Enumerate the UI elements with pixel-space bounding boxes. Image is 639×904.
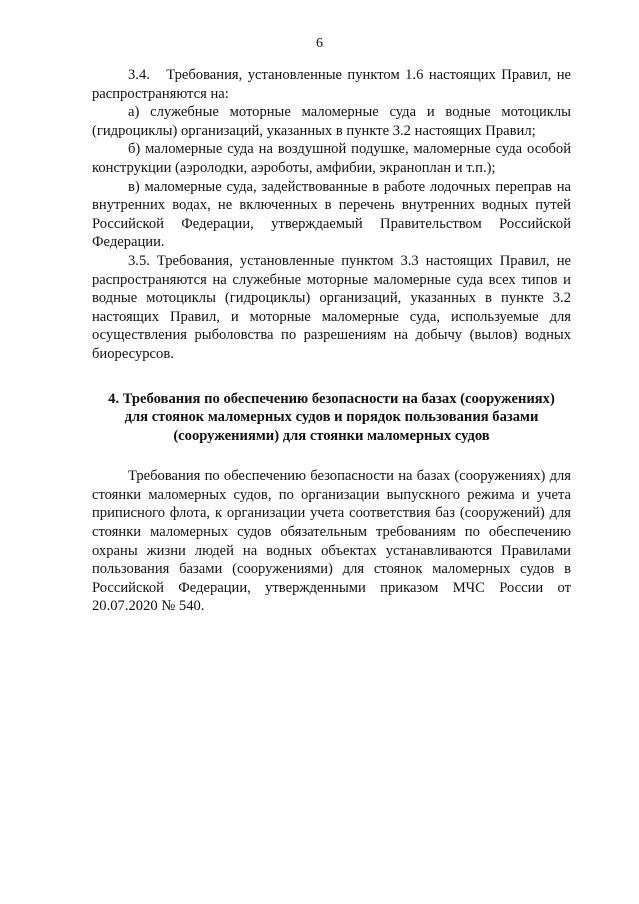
section-4-heading-line-3: (сооружениями) для стоянки маломерных судов (173, 427, 490, 444)
list-item-a: а) служебные моторные маломерные суда и водные мотоциклы (гидроциклы) организаций, указанных в пункте 3.2 настоящих Правил; (92, 104, 571, 139)
list-item-c: в) маломерные суда, задействованные в работе лодочных переправ на внутренних водах, не включенных в перечень внутренних водных путей Российской Федерации, утверждаемый Правительством Российской Федерации. (92, 178, 571, 251)
section-4-heading-line-2: для стоянок маломерных судов и порядок пользования базами (124, 409, 539, 426)
section-4-heading (92, 390, 571, 446)
page-number: 6 (316, 36, 323, 51)
paragraph-3-4: 3.4. Требования, установленные пунктом 1.6 настоящих Правил, не распространяются на: (92, 67, 571, 102)
paragraph-3-5: 3.5. Требования, установленные пунктом 3.3 настоящих Правил, не распространяются на служебные моторные маломерные суда всех типов и водные мотоциклы (гидроциклы) организаций, указанных в пункте 3.2 настоящих Правил, и моторные маломерные суда, используемые для осуществления рыболовства по разрешениям на добычу (вылов) водных биоресурсов. (92, 252, 571, 362)
list-item-b: б) маломерные суда на воздушной подушке, маломерные суда особой конструкции (аэролодки, аэроботы, амфибии, экраноплан и т.п.); (92, 141, 571, 176)
section-4-heading-line-1: 4. Требования по обеспечению безопасности на базах (сооружениях) (108, 390, 555, 407)
document-body (92, 66, 571, 616)
section-4-body: Требования по обеспечению безопасности на базах (сооружениях) для стоянки маломерных судов, по организации выпускного режима и учета приписного флота, к организации учета соответствия баз (сооружений) для стоянки маломерных судов обязательным требованиям по обеспечению охраны жизни людей на водных объектах устанавливаются Правилами пользования базами (сооружениями) для стоянок маломерных судов в Российской Федерации, утвержденными приказом МЧС России от 20.07.2020 № 540. (92, 468, 571, 615)
